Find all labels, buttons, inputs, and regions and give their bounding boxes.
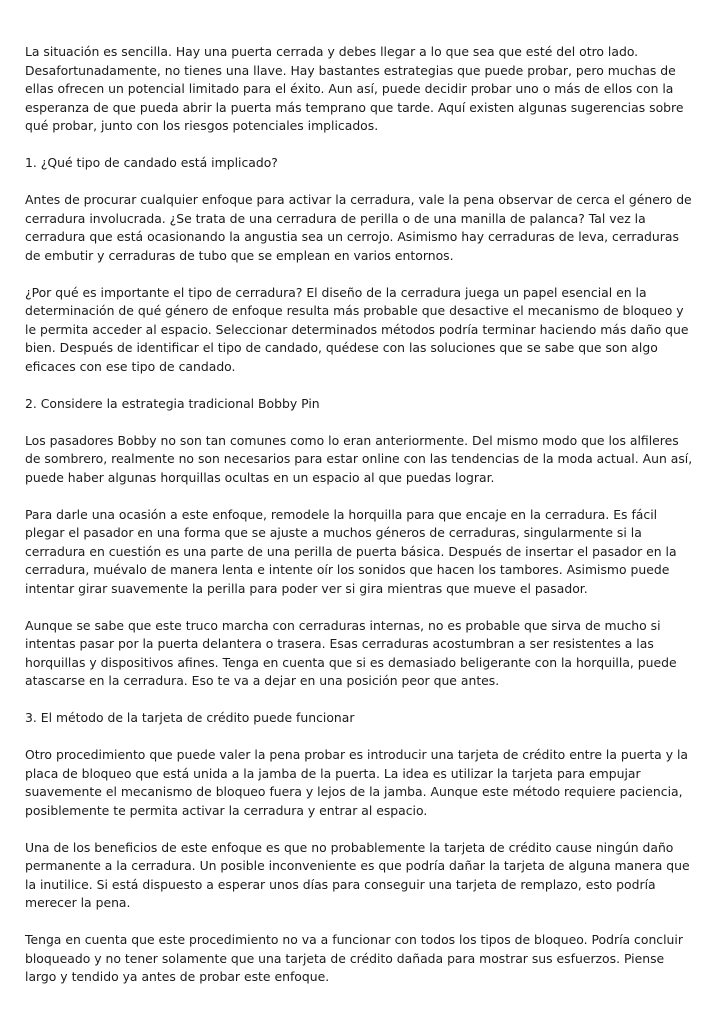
paragraph: Los pasadores Bobby no son tan comunes como lo eran anteriormente. Del mismo modo que los alfileres de sombrero, realmente no son necesarios para estar online con las tendencias de la moda actual. Aun así, puede haber algunas horquillas ocultas en un espacio al que puedas lograr. — [25, 432, 693, 485]
paragraph: Tenga en cuenta que este procedimiento no va a funcionar con todos los tipos de bloqueo. Podría concluir bloqueado y no tener solamente que una tarjeta de crédito dañada para mostrar sus esfuerzos. Piense largo y tendido ya antes de probar este enfoque. — [25, 932, 683, 984]
intro-paragraph: La situación es sencilla. Hay una puerta cerrada y debes llegar a lo que sea que esté del otro lado. Desafortunadamente, no tienes una llave. Hay bastantes estrategias que puede probar, pero muchas de ellas ofrecen un potencial limitado para el éxito. Aun así, puede decidir probar uno o más de ellos con la esperanza de que pueda abrir la puerta más temprano que tarde. Aquí existen algunas sugerencias sobre qué probar, junto con los riesgos potenciales implicados. — [25, 44, 684, 133]
paragraph: Una de los beneficios de este enfoque es que no probablemente la tarjeta de crédito cause ningún daño permanente a la cerradura. Un posible inconveniente es que podría dañar la tarjeta de alguna manera que la inutilice. Si está dispuesto a esperar unos días para conseguir una tarjeta de remplazo, esto podría merecer la pena. — [25, 839, 690, 910]
section-heading-3: 3. El método de la tarjeta de crédito puede funcionar — [25, 710, 355, 725]
paragraph: Para darle una ocasión a este enfoque, remodele la horquilla para que encaje en la cerradura. Es fácil plegar el pasador en una forma que se ajuste a muchos géneros de cerraduras, singularmente si la cerradura en cuestión es una parte de una perilla de puerta básica. Después de insertar el pasador en la cerradura, muévalo de manera lenta e intente oír los sonidos que hacen los tambores. Asimismo puede intentar girar suavemente la perilla para poder ver si gira mientras que mueve el pasador. — [25, 506, 677, 596]
section-heading-1: 1. ¿Qué tipo de candado está implicado? — [25, 155, 278, 170]
document-body — [25, 43, 697, 1005]
paragraph: Aunque se sabe que este truco marcha con cerraduras internas, no es probable que sirva de mucho si intentas pasar por la puerta delantera o trasera. Esas cerraduras acostumbran a ser resistentes a las horquillas y dispositivos afines. Tenga en cuenta que si es demasiado beligerante con la horquilla, puede atascarse en la cerradura. Eso te va a dejar en una posición peor que antes. — [25, 617, 677, 688]
section-heading-2: 2. Considere la estrategia tradicional Bobby Pin — [25, 395, 320, 411]
paragraph: ¿Por qué es importante el tipo de cerradura? El diseño de la cerradura juega un papel esencial en la determinación de qué género de enfoque resulta más probable que desactive el mecanismo de bloqueo y le permita acceder al espacio. Seleccionar determinados métodos podría terminar haciendo más daño que bien. Después de identificar el tipo de candado, quédese con las soluciones que se sabe que son algo eficaces con ese tipo de candado. — [25, 284, 689, 374]
paragraph: Antes de procurar cualquier enfoque para activar la cerradura, vale la pena observar de cerca el género de cerradura involucrada. ¿Se trata de una cerradura de perilla o de una manilla de palanca? Tal vez la cerradura que está ocasionando la angustia sea un cerrojo. Asimismo hay cerraduras de leva, cerraduras de embutir y cerraduras de tubo que se emplean en varios entornos. — [25, 192, 692, 263]
paragraph: Otro procedimiento que puede valer la pena probar es introducir una tarjeta de crédito entre la puerta y la placa de bloqueo que está unida a la jamba de la puerta. La idea es utilizar la tarjeta para empujar suavemente el mecanismo de bloqueo fuera y lejos de la jamba. Aunque este método requiere paciencia, posiblemente te permita activar la cerradura y entrar al espacio. — [25, 747, 689, 818]
